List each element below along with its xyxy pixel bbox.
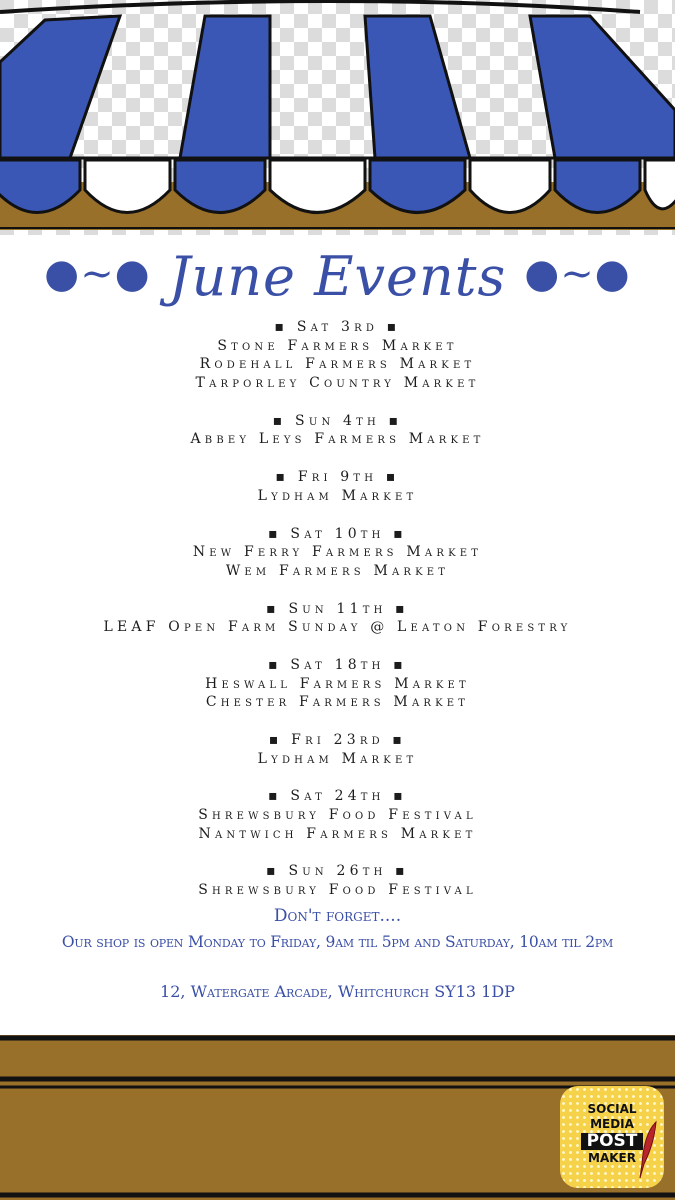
event-group: [0, 862, 675, 899]
event-date: ▪ Sat 10th ▪: [268, 525, 407, 542]
event-name: Lydham Market: [257, 750, 418, 767]
awning-illustration: [0, 0, 675, 235]
events-list: [0, 318, 675, 900]
social-media-post-maker-logo: [560, 1086, 664, 1188]
event-name: Lydham Market: [257, 487, 418, 504]
event-group: [0, 412, 675, 449]
event-date: ▪ Fri 9th ▪: [275, 469, 400, 486]
page-title: [0, 245, 675, 308]
shop-address-text: 12, Watergate Arcade, Whitchurch SY13 1DP: [160, 982, 515, 1001]
event-name: Nantwich Farmers Market: [198, 825, 477, 842]
event-name: Shrewsbury Food Festival: [198, 807, 477, 824]
event-group: [0, 600, 675, 637]
event-name: New Ferry Farmers Market: [192, 544, 483, 561]
event-name: Tarporley Country Market: [195, 375, 480, 392]
event-group: [0, 525, 675, 581]
event-date: ▪ Sun 26th ▪: [266, 863, 409, 880]
title-text: June Events: [168, 245, 507, 308]
footer-info: [0, 903, 675, 1005]
event-date: ▪ Sat 24th ▪: [268, 788, 407, 805]
event-date: ▪ Fri 23rd ▪: [268, 732, 407, 748]
shop-hours-text: Our shop is open Monday to Friday, 9am til 5pm and Saturday, 10am til 2pm: [61, 933, 614, 951]
event-name: Chester Farmers Market: [205, 694, 470, 711]
logo-line-social: SOCIAL: [587, 1102, 637, 1116]
title-decoration-left: ●~●: [44, 251, 151, 297]
quill-icon: [636, 1120, 658, 1180]
event-name: Shrewsbury Food Festival: [198, 882, 477, 899]
event-name: Stone Farmers Market: [217, 337, 458, 354]
event-name: Abbey Leys Farmers Market: [190, 431, 485, 448]
event-group: [0, 318, 675, 393]
event-group: [0, 468, 675, 505]
event-name: Wem Farmers Market: [225, 562, 450, 579]
logo-line-media: MEDIA: [590, 1117, 634, 1131]
event-date: ▪ Sun 11th ▪: [266, 600, 409, 617]
event-date: ▪ Sun 4th ▪: [272, 412, 403, 429]
event-group: [0, 656, 675, 712]
event-name: Heswall Farmers Market: [205, 675, 470, 692]
event-date: ▪ Sat 3rd ▪: [274, 319, 401, 335]
title-decoration-right: ●~●: [524, 251, 631, 297]
event-group: [0, 787, 675, 843]
event-name: LEAF Open Farm Sunday @ Leaton Forestry: [103, 619, 572, 636]
logo-line-post: POST: [581, 1133, 644, 1150]
event-name: Rodehall Farmers Market: [199, 356, 476, 373]
reminder-text: Don't forget....: [273, 906, 402, 926]
event-group: [0, 731, 675, 768]
logo-line-maker: MAKER: [588, 1151, 636, 1165]
event-date: ▪ Sat 18th ▪: [268, 656, 407, 673]
